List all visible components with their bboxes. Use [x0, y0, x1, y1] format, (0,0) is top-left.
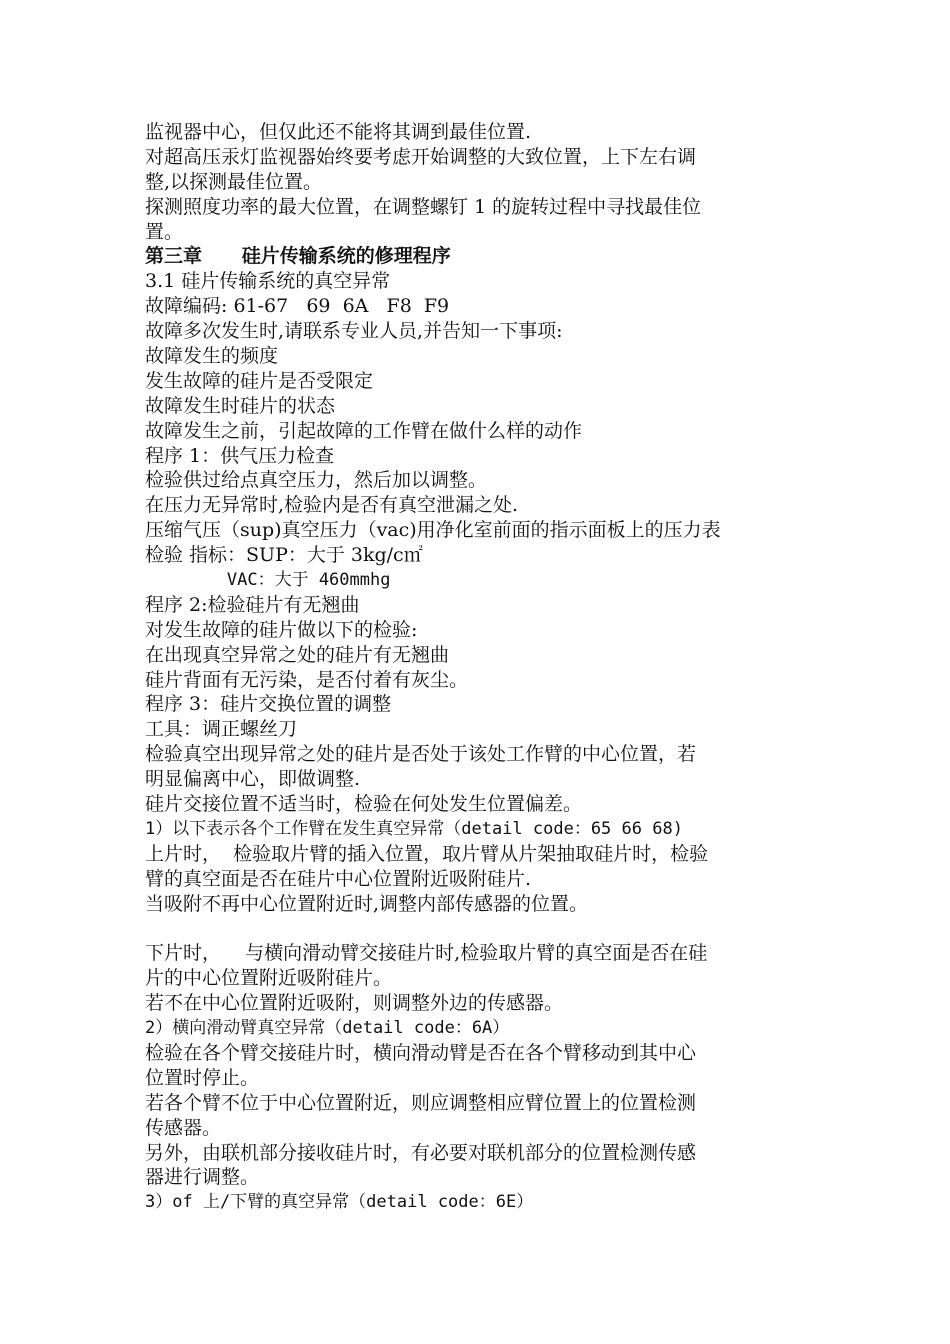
text-line: 置。: [145, 220, 184, 243]
text-line: 传感器。: [145, 1116, 222, 1139]
text-line: 故障发生之前，引起故障的工作臂在做什么样的动作: [145, 419, 583, 442]
text-line: 对超高压汞灯监视器始终要考虑开始调整的大致位置，上下左右调: [145, 145, 697, 168]
text-line: 故障多次发生时,请联系专业人员,并告知一下事项:: [145, 320, 563, 343]
text-line: 故障发生时硅片的状态: [145, 394, 336, 417]
text-line: 故障发生的频度: [145, 345, 279, 368]
text-line: 发生故障的硅片是否受限定: [145, 369, 374, 392]
procedure-title: 程序 3：硅片交换位置的调整: [145, 693, 392, 716]
text-line: 位置时停止。: [145, 1066, 260, 1089]
text-line: 器进行调整。: [145, 1166, 260, 1189]
text-line: 下片时， 与横向滑动臂交接硅片时,检验取片臂的真空面是否在硅: [145, 942, 708, 965]
text-line: 若各个臂不位于中心位置附近，则应调整相应臂位置上的位置检测: [145, 1091, 697, 1114]
text-line: 工具：调正螺丝刀: [145, 718, 298, 741]
text-line: 若不在中心位置附近吸附，则调整外边的传感器。: [145, 992, 564, 1015]
document-page: [145, 120, 810, 1215]
text-line: 片的中心位置附近吸附硅片。: [145, 967, 393, 990]
section-title: 3.1 硅片传输系统的真空异常: [145, 270, 391, 293]
text-line: 检验真空出现异常之处的硅片是否处于该处工作臂的中心位置，若: [145, 743, 697, 766]
text-line: 检验在各个臂交接硅片时，横向滑动臂是否在各个臂移动到其中心: [145, 1041, 697, 1064]
text-line: 明显偏离中心，即做调整.: [145, 768, 361, 791]
text-line: 对发生故障的硅片做以下的检验:: [145, 618, 418, 641]
text-line: 监视器中心，但仅此还不能将其调到最佳位置.: [145, 121, 532, 143]
text-line: 2）横向滑动臂真空异常（detail code：6A）: [145, 1018, 510, 1039]
text-line: 探测照度功率的最大位置，在调整螺钉 1 的旋转过程中寻找最佳位: [145, 195, 702, 218]
fault-codes: 故障编码: 61-67 69 6A F8 F9: [145, 295, 450, 318]
text-line: 硅片交接位置不适当时，检验在何处发生位置偏差。: [145, 793, 583, 816]
text-line: 臂的真空面是否在硅片中心位置附近吸附硅片.: [145, 867, 532, 890]
text-line: 整,以探测最佳位置。: [145, 170, 323, 193]
chapter-heading: 第三章 硅片传输系统的修理程序: [145, 245, 451, 268]
text-line: 硅片背面有无污染，是否付着有灰尘。: [145, 668, 469, 691]
text-line: 压缩气压（sup)真空压力（vac)用净化室前面的指示面板上的压力表: [145, 519, 721, 542]
procedure-title: 程序 2:检验硅片有无翘曲: [145, 593, 360, 616]
text-line: 另外，由联机部分接收硅片时，有必要对联机部分的位置检测传感: [145, 1141, 697, 1164]
text-line: 检验 指标：SUP：大于 3kg/c㎡: [145, 544, 423, 567]
text-line: 上片时， 检验取片臂的插入位置，取片臂从片架抽取硅片时，检验: [145, 842, 709, 865]
blank-line: [145, 917, 810, 942]
text-line: 检验供过给点真空压力，然后加以调整。: [145, 469, 488, 492]
text-line: VAC：大于 460mmhg: [145, 570, 391, 591]
text-line: 在出现真空异常之处的硅片有无翘曲: [145, 643, 450, 666]
procedure-title: 程序 1：供气压力检查: [145, 444, 335, 467]
text-line: 当吸附不再中心位置附近时,调整内部传感器的位置。: [145, 892, 589, 915]
text-line: 1）以下表示各个工作臂在发生真空异常（detail code：65 66 68): [145, 818, 683, 839]
text-line: 在压力无异常时,检验内是否有真空泄漏之处.: [145, 494, 519, 517]
text-line: 3）of 上/下臂的真空异常（detail code：6E）: [145, 1192, 534, 1213]
